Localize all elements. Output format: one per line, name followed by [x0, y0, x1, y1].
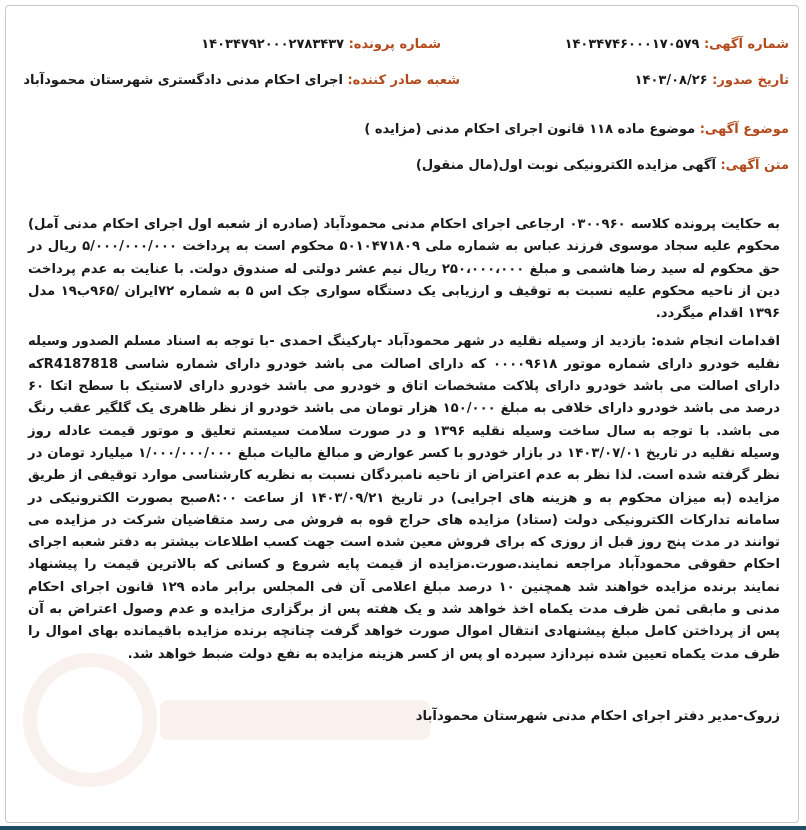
- case-number-value: ۱۴۰۳۴۷۹۲۰۰۰۲۷۸۳۴۳۷: [201, 37, 345, 52]
- issuing-branch-label: شعبه صادر کننده:: [347, 73, 460, 88]
- issuing-branch-value: اجرای احکام مدنی دادگستری شهرستان محمودآباد: [23, 73, 343, 88]
- notice-number-value: ۱۴۰۳۴۷۴۶۰۰۰۱۷۰۵۷۹: [564, 37, 700, 52]
- issue-date-label: تاریخ صدور:: [712, 73, 789, 88]
- signature: زروک-مدیر دفتر اجرای احکام مدنی شهرستان محمودآباد: [415, 709, 780, 724]
- subject-label: موضوع آگهی:: [699, 122, 789, 137]
- notice-number-label: شماره آگهی:: [703, 37, 789, 52]
- issuing-branch-row: [23, 73, 460, 88]
- body-paragraph-case: به حکایت پرونده کلاسه ۰۳۰۰۹۶۰ ارجاعی اجرای احکام مدنی محمودآباد (صادره از شعبه اول اجرای احکام مدنی آمل) محکوم علیه سجاد موسوی فرزند عباس به شماره ملی ۵۰۱۰۴۷۱۸۰۹ محکوم است به پرداخت ۵/۰۰۰/۰۰۰/۰۰۰ ریال در حق محکوم له سید رضا هاشمی و مبلغ ۲۵۰،۰۰۰،۰۰۰ ریال نیم عشر دولتی له صندوق دولت. با عنایت به عدم پرداخت دین از ناحیه محکوم علیه نسبت به توقیف و ارزیابی یک دستگاه سواری جک اس ۵ به شماره ۷۲ایران /۹۶۵ب۱۹ مدل ۱۳۹۶ اقدام میگردد.: [28, 217, 780, 322]
- bottom-bar: [0, 826, 806, 830]
- notice-text-row: [416, 158, 789, 173]
- notice-text-label: متن آگهی:: [720, 158, 789, 173]
- issue-date-row: [635, 73, 789, 88]
- case-number-label: شماره پرونده:: [348, 37, 441, 52]
- notice-body: [28, 214, 780, 666]
- body-paragraph-actions: اقدامات انجام شده: بازدید از وسیله نقلیه در شهر محمودآباد -پارکینگ احمدی -با توجه به اسناد مسلم الصدور وسیله نقلیه خودرو دارای شماره موتور ۰۰۰۰۹۶۱۸ که دارای اصالت می باشد خودرو دارای شماره شاسی R4187818که دارای اصالت می باشد خودرو دارای پلاکت مشخصات اتاق و خودرو می باشد خودرو دارای لاستیک با سطح اتکا ۶۰ درصد می باشد خودرو دارای خلافی به مبلغ ۱۵۰/۰۰۰ هزار تومان می باشد خودرو از نظر ظاهری یک گلگیر عقب رنگ می باشد. با توجه به سال ساخت وسیله نقلیه ۱۳۹۶ و در صورت سلامت سیستم تعلیق و موتور قیمت عادله روز وسیله نقلیه در تاریخ ۱۴۰۳/۰۷/۰۱ در بازار خودرو با کسر عوارض و مبالغ مالیات مبلغ ۱/۰۰۰/۰۰۰/۰۰۰ میلیارد تومان در نظر گرفته شده است. لذا نظر به عدم اعتراض از ناحیه نامبردگان نسبت به نظریه کارشناسی موارد توقیفی از طریق مزایده (به میزان محکوم به و هزینه های اجرایی) در تاریخ ۱۴۰۳/۰۹/۲۱ از ساعت ۸:۰۰صبح بصورت الکترونیکی در سامانه تدارکات الکترونیکی دولت (ستاد) مزایده های حراج قوه به فروش می رسد متقاضیان شرکت در مزایده می توانند در مدت پنج روز قبل از روزی که برای فروش معین شده است جهت کسب اطلاعات بیشتر به دفتر شعبه اجرای احکام حقوقی محمودآباد مراجعه نمایند.صورت.مزایده از قیمت پایه شروع و کسانی که بالاترین قیمت را پیشنهاد نمایند برنده مزایده خواهند شد همچنین ۱۰ درصد مبلغ اعلامی آن فی المجلس برابر ماده ۱۲۹ قانون اجرای احکام مدنی و مابقی ثمن ظرف مدت یکماه اخذ خواهد شد و یک هفته پس از برگزاری مزایده و عدم وصول اعتراض به آن پس از پرداختن کامل مبلغ پیشنهادی انتقال اموال صورت خواهد گرفت چنانچه برنده مزایده باقیمانده بهای اموال را ظرف مدت یکماه تعیین شده نپردازد سپرده او پس از کسر هزینه مزایده به نفع دولت ضبط خواهد شد.: [28, 334, 781, 662]
- case-number-row: [201, 37, 441, 52]
- subject-value: موضوع ماده ۱۱۸ قانون اجرای احکام مدنی (مزایده ): [364, 122, 696, 137]
- subject-row: [364, 122, 789, 137]
- issue-date-value: ۱۴۰۳/۰۸/۲۶: [634, 73, 708, 88]
- notice-text-value: آگهی مزایده الکترونیکی نوبت اول(مال منقول): [415, 158, 716, 173]
- notice-number-row: [565, 37, 789, 52]
